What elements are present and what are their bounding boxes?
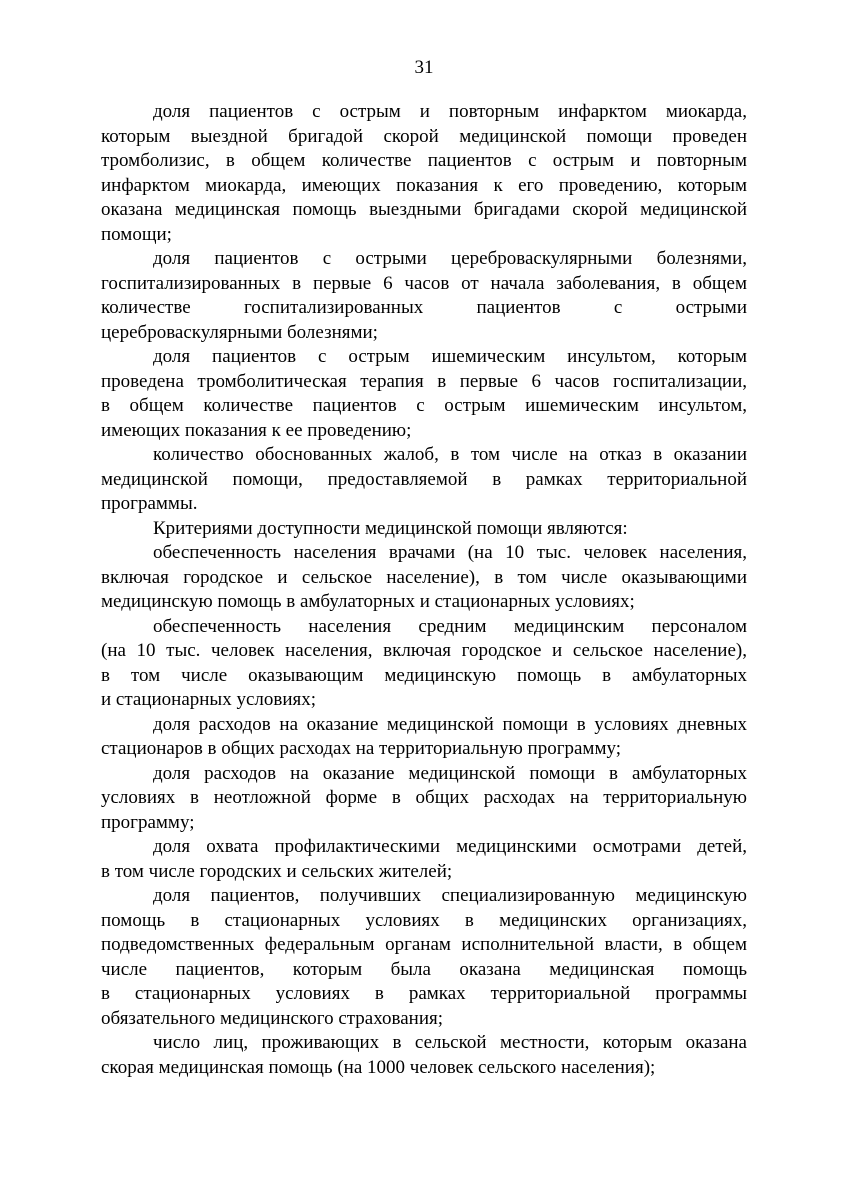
text-line: подведомственных федеральным органам исполнительной власти, в общем [101, 934, 747, 955]
paragraph [101, 884, 747, 1031]
text-line: программу; [101, 811, 195, 833]
body-text [101, 100, 747, 1080]
paragraph [101, 713, 747, 762]
text-line: госпитализированных в первые 6 часов от начала заболевания, в общем [101, 272, 747, 294]
text-line: помощи; [101, 223, 172, 245]
paragraph [101, 1031, 747, 1080]
paragraph [101, 541, 747, 615]
text-line: скорая медицинская помощь (на 1000 человек сельского населения); [101, 1056, 656, 1078]
text-line: числе пациентов, которым была оказана медицинская помощь [101, 958, 747, 980]
text-line: в том числе городских и сельских жителей; [101, 860, 453, 882]
text-line: медицинской помощи, предоставляемой в рамках территориальной [101, 468, 747, 490]
text-line: включая городское и сельское население), в том числе оказывающими [101, 566, 747, 588]
text-line: количество обоснованных жалоб, в том числе на отказ в оказании [153, 444, 747, 465]
text-line: доля расходов на оказание медицинской помощи в амбулаторных [153, 762, 747, 784]
text-line: доля пациентов, получивших специализированную медицинскую [153, 885, 747, 906]
text-line: (на 10 тыс. человек населения, включая городское и сельское население), [101, 640, 747, 661]
text-line: обеспеченность населения средним медицинским персоналом [153, 615, 747, 637]
text-line: в стационарных условиях в рамках территориальной программы [101, 983, 747, 1004]
text-line: и стационарных условиях; [101, 689, 317, 710]
text-line: обязательного медицинского страхования; [101, 1007, 443, 1029]
text-line: инфарктом миокарда, имеющих показания к его проведению, которым [101, 174, 747, 196]
text-line: обеспеченность населения врачами (на 10 тыс. человек населения, [153, 542, 747, 563]
text-line: стационаров в общих расходах на территориальную программу; [101, 738, 621, 759]
paragraph [101, 517, 747, 542]
text-line: в общем количестве пациентов с острым ишемическим инсультом, [101, 395, 747, 416]
text-line: в том числе оказывающим медицинскую помощь в амбулаторных [101, 664, 747, 686]
text-line: которым выездной бригадой скорой медицинской помощи проведен [101, 125, 747, 147]
paragraph [101, 100, 747, 247]
paragraph [101, 835, 747, 884]
paragraph [101, 615, 747, 713]
text-line: количестве госпитализированных пациентов с острыми [101, 297, 747, 318]
text-line: доля пациентов с острыми цереброваскулярными болезнями, [153, 248, 747, 269]
text-line: оказана медицинская помощь выездными бригадами скорой медицинской [101, 199, 747, 220]
text-line: доля пациентов с острым и повторным инфарктом миокарда, [153, 101, 747, 122]
page-number: 31 [414, 57, 434, 78]
text-line: доля пациентов с острым ишемическим инсультом, которым [153, 346, 747, 367]
text-line: цереброваскулярными болезнями; [101, 321, 378, 343]
paragraph [101, 762, 747, 836]
paragraph [101, 443, 747, 517]
text-line: Критериями доступности медицинской помощи являются: [153, 517, 628, 539]
text-line: доля охвата профилактическими медицинскими осмотрами детей, [153, 836, 747, 857]
text-line: программы. [101, 493, 198, 514]
text-line: условиях в неотложной форме в общих расходах на территориальную [101, 787, 747, 808]
text-line: тромболизис, в общем количестве пациентов с острым и повторным [101, 150, 747, 171]
text-line: число лиц, проживающих в сельской местности, которым оказана [153, 1032, 747, 1053]
text-line: медицинскую помощь в амбулаторных и стационарных условиях; [101, 591, 635, 612]
paragraph [101, 247, 747, 345]
text-line: доля расходов на оказание медицинской помощи в условиях дневных [153, 713, 747, 735]
text-line: помощь в стационарных условиях в медицинских организациях, [101, 909, 747, 931]
paragraph [101, 345, 747, 443]
text-line: имеющих показания к ее проведению; [101, 419, 412, 441]
text-line: проведена тромболитическая терапия в первые 6 часов госпитализации, [101, 370, 747, 392]
